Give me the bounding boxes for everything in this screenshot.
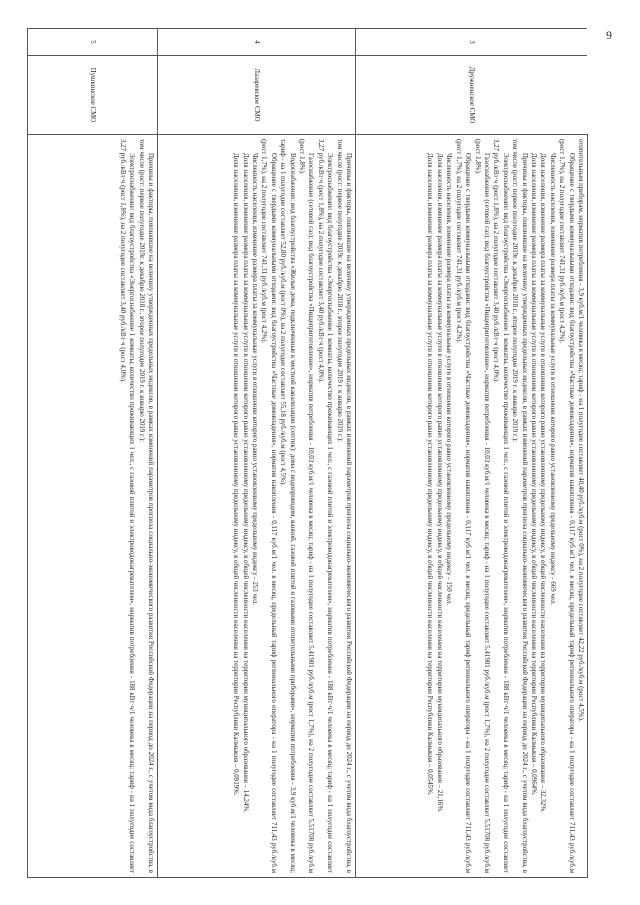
row-number: 5 bbox=[28, 29, 158, 56]
paragraph: Электроснабжение: вид благоустройства «Энергоснабжение 1 комнаты, количество проживающих 1 чел., с газовой плитой и электроводонагревателем», норматив потребления - 188 кВт·ч/1 человека в месяц; тариф - на 1 полугодие составляет 3,27 руб./кВт·ч (рост 1,8%), на 2 полугодие составляет 3,40 руб./кВт·ч (рост 4,0%). bbox=[492, 139, 509, 873]
paragraph: Численность населения, изменение размера платы за коммунальные услуги в отношении которого равно установленному предельному индексу - 150 чел. bbox=[445, 153, 453, 606]
paragraph: Обращение с твердыми коммунальными отходами: вид благоустройства «Частные домовладения», норматив накопления - 0,117 куб.м/1 чел. в месяц, предельный тариф регионального оператора - на 1 полугодие составляет 711,43 руб./куб.м (рост 1,7%), на 2 полугодие составляет 741,31 руб./куб.м (рост 4,2%). bbox=[454, 139, 472, 873]
municipality-name: Лазаревское СМО bbox=[158, 56, 356, 135]
paragraph: Обращение с твердыми коммунальными отходами: вид благоустройства «Частные домовладения», норматив накопления - 0,117 куб.м/1 чел. в месяц, предельный тариф регионального оператора - на 1 полугодие составляет 711,43 руб./куб.м (рост 1,7%), на 2 полугодие составляет 741,31 руб./куб.м (рост 4,2%). bbox=[260, 139, 277, 873]
table-row bbox=[356, 29, 588, 878]
paragraph: Причины и факторы, повлиявшие на величину утвержденных предельных индексов, в рамках изменений параметров прогноза социально-экономического развития Российской Федерации на период до 2024 г., с учетом вида благоустройства, в том числе (рост: первое полугодие 2019г. к декабрю 2018 г., второе полугодие 2019 г. к январю 2019 г.): bbox=[335, 139, 352, 873]
paragraph: Доля населения, изменение размера платы за коммунальные услуги в отношении которого равно установленному предельному индексу, в общей численности населения на территории Республики Калмыкия – 0,0545%. bbox=[426, 153, 434, 796]
municipality-name: Пушкинское СМО bbox=[28, 56, 158, 135]
municipality-name: Дружненское СМО bbox=[356, 56, 588, 135]
paragraph: Доля населения, изменение размера платы за коммунальные услуги в отношении которого равно установленному предельному индексу, в общей численности населения на территории муниципального образования – 21,16%. bbox=[435, 153, 443, 813]
paragraph: Газоснабжение (сетевой газ): вид благоустройства «Пищеприготовление», норматив потребления - 10,03 куб.м/1 человека в месяц; тариф - на 1 полугодие составляет 5,41901 руб./куб.м (рост 1,7%), на 2 полугодие составляет 5,51708 руб./куб.м (рост 1,8%). bbox=[473, 139, 490, 873]
rotated-page-content bbox=[28, 28, 588, 878]
description-cell bbox=[356, 135, 588, 878]
description-cell bbox=[158, 135, 356, 878]
paragraph: Доля населения, изменение размера платы за коммунальные услуги в отношении которого равно установленному предельному индексу, в общей численности населения на территории Республики Калмыкия – 0,0964%. bbox=[529, 153, 537, 796]
paragraph: Водоснабжение: вид благоустройства «Жилые дома, подключенные к местной канализации (септик): дома с водопроводом, ванной, газовой плитой и газовыми отопительными приборами», норматив потребления - 3,9 куб.м/1 человека в месяц; тариф - на 1 полугодие составляет 52,80 руб./куб.м (рост 0%), на 2 полугодие составляет 55,18 руб./куб.м (рост 4,5%). bbox=[279, 139, 296, 873]
paragraph: Доля населения, изменение размера платы за коммунальные услуги в отношении которого равно установленному предельному индексу, в общей численности населения на территории Республики Калмыкия – 0,0919%. bbox=[232, 153, 240, 796]
paragraph: Обращение с твердыми коммунальными отходами: вид благоустройства «Частные домовладения», норматив накопления - 0,117 куб.м/1 чел. в месяц, предельный тариф регионального оператора - на 1 полугодие составляет 711,43 руб./куб.м (рост 1,7%), на 2 полугодие составляет 741,31 руб./куб.м (рост 4,2%). bbox=[558, 139, 575, 873]
paragraph: Газоснабжение (сетевой газ): вид благоустройства «Пищеприготовление», норматив потребления - 10,03 куб.м/1 человека в месяц; тариф - на 1 полугодие составляет 5,41901 руб./куб.м (рост 1,7%), на 2 полугодие составляет 5,51708 руб./куб.м (рост 1,8%). bbox=[297, 139, 315, 873]
page-number: 9 bbox=[606, 28, 612, 42]
description-cell bbox=[28, 135, 158, 878]
tariff-table bbox=[27, 28, 588, 878]
row-number: 3 bbox=[356, 29, 588, 56]
paragraph: Электроснабжение: вид благоустройства «Энергоснабжение 1 комнаты, количество проживающих 1 чел., с газовой плитой и электроводонагревателем», норматив потребления - 188 кВт·ч/1 человека в месяц; тариф - на 1 полугодие составляет 3,27 руб./кВт·ч (рост 1,8%), на 2 полугодие составляет 3,40 руб./кВт·ч (рост 4,0%). bbox=[316, 139, 334, 873]
paragraph: Электроснабжение: вид благоустройства «Энергоснабжение 1 комнаты, количество проживающих 1 чел., с газовой плитой и электроводонагревателем», норматив потребления - 188 кВт·ч/1 человека в месяц; тариф - на 1 полугодие составляет 3,27 руб./кВт·ч (рост 1,8%), на 2 полугодие составляет 3,40 руб./кВт·ч (рост 4,0%). bbox=[118, 139, 136, 873]
paragraph: Доля населения, изменение размера платы за коммунальные услуги в отношении которого равно установленному предельному индексу, в общей численности населения на территории муниципального образования – 32,32%. bbox=[539, 153, 547, 813]
paragraph: Причины и факторы, повлиявшие на величину утвержденных предельных индексов, в рамках изменений параметров прогноза социально-экономического развития Российской Федерации на период до 2024 г., с учетом вида благоустройства, в том числе (рост: первое полугодие 2019г. к декабрю 2018 г., второе полугодие 2019 г. к январю 2019 г.): bbox=[137, 139, 154, 873]
paragraph: отопительным приборам, норматив потребления - 3,9 куб.м/1 человека в месяц; тариф - на 1 полугодие составляет 40,40 руб./куб.м (рост 0%), на 2 полугодие составляет 42,22 руб./куб.м (рост 4,5%). bbox=[577, 139, 584, 722]
row-number: 4 bbox=[158, 29, 356, 56]
paragraph: Численность населения, изменение размера платы за коммунальные услуги в отношении которого равно установленному предельному индексу - 253 чел. bbox=[250, 153, 258, 606]
table-row bbox=[158, 29, 356, 878]
paragraph: Причины и факторы, повлиявшие на величину утвержденных предельных индексов, в рамках изменений параметров прогноза социально-экономического развития Российской Федерации на период до 2024 г., с учетом вида благоустройства, в том числе (рост: первое полугодие 2019г. к декабрю 2018 г., второе полугодие 2019 г. к январю 2019 г.): bbox=[511, 139, 528, 873]
table-row bbox=[28, 29, 158, 878]
paragraph: Доля населения, изменение размера платы за коммунальные услуги в отношении которого равно установленному предельному индексу, в общей численности населения на территории муниципального образования – 14,24%. bbox=[241, 153, 249, 813]
paragraph: Численность населения, изменение размера платы за коммунальные услуги в отношении которого равно установленному предельному индексу - 669 чел. bbox=[548, 153, 556, 606]
